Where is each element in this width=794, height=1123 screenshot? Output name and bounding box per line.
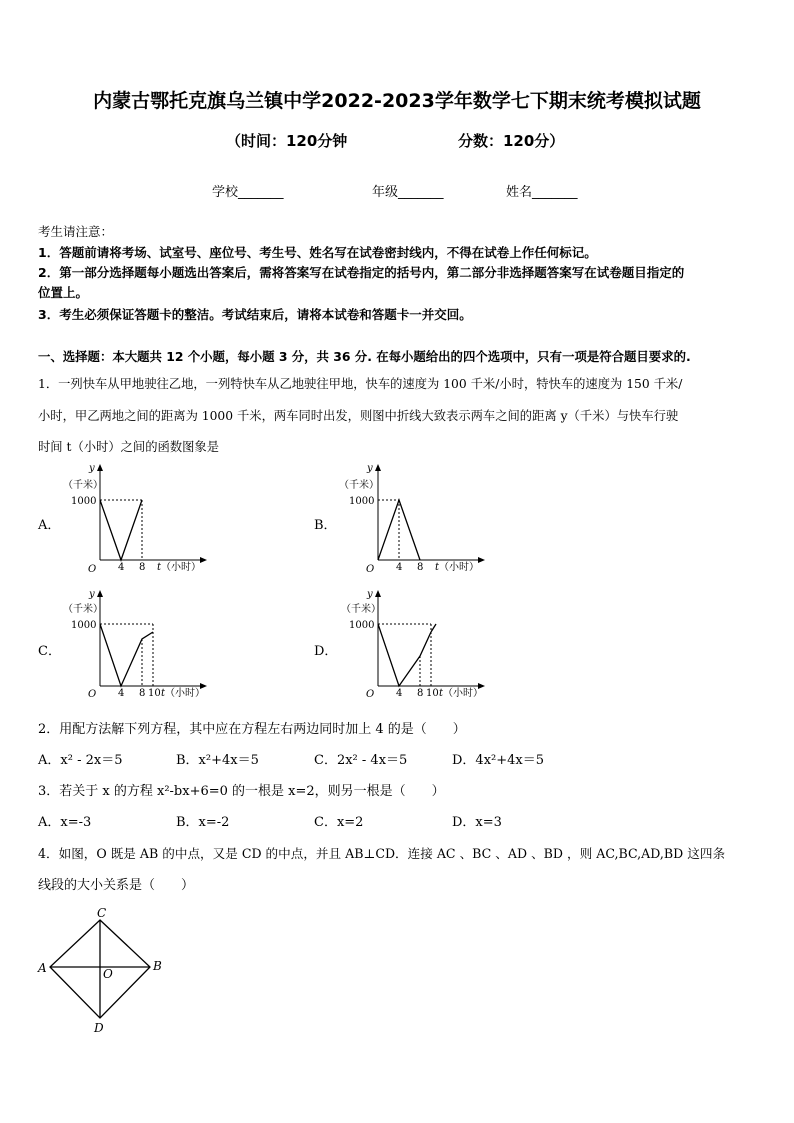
t-unit-label: （小时）	[443, 688, 483, 699]
origin-label: O	[366, 689, 375, 700]
notice-item: 位置上。	[38, 285, 89, 300]
origin-label: O	[88, 564, 97, 575]
question-4-line: 4．如图，O 既是 AB 的中点，又是 CD 的中点，并且 AB⊥CD．连接 AC 、BC 、AD 、BD ，则 AC,BC,AD,BD 这四条	[38, 846, 726, 861]
point-c-label: C	[97, 906, 107, 920]
t-axis-label: t	[157, 562, 162, 573]
y-tick-label: 1000	[71, 620, 97, 631]
school-field: 学校_______	[212, 185, 284, 200]
t-tick-label: 8	[417, 562, 424, 573]
q3-option-d: D．x=3	[452, 815, 502, 830]
question-1-line: 小时，甲乙两地之间的距离为 1000 千米，两车同时出发，则图中折线大致表示两车之间的距离 y（千米）与快车行驶	[38, 409, 679, 423]
point-o-label: O	[103, 967, 113, 981]
graph-c	[55, 584, 215, 704]
option-d-label: D．	[314, 644, 338, 659]
t-tick-label: 8	[417, 688, 424, 699]
y-axis-label: y	[367, 589, 373, 600]
unit-label: （千米）	[63, 480, 103, 491]
section-heading: 一、选择题：本大题共 12 个小题，每小题 3 分，共 36 分. 在每小题给出的四个选项中，只有一项是符合题目要求的.	[38, 349, 691, 364]
question-4-line: 线段的大小关系是（ ）	[38, 878, 195, 893]
t-unit-label: （小时）	[165, 688, 205, 699]
name-field: 姓名_______	[506, 185, 578, 200]
q2-option-d: D．4x²+4x＝5	[452, 753, 545, 768]
notice-item: 1．答题前请将考场、试室号、座位号、考生号、姓名写在试卷密封线内，不得在试卷上作任何标记。	[38, 245, 597, 260]
t-axis-label: t	[435, 562, 440, 573]
question-1-line: 时间 t（小时）之间的函数图象是	[38, 440, 220, 454]
exam-time: （时间：120分钟	[226, 132, 348, 150]
t-tick-label: 10	[426, 688, 439, 699]
point-b-label: B	[153, 959, 162, 973]
graph-d	[333, 584, 493, 704]
y-axis-label: y	[89, 589, 95, 600]
t-unit-label: （小时）	[161, 562, 201, 573]
unit-label: （千米）	[63, 604, 103, 615]
question-3-stem: 3．若关于 x 的方程 x²-bx+6=0 的一根是 x=2，则另一根是（ ）	[38, 784, 445, 799]
t-tick-label: 4	[118, 688, 125, 699]
origin-label: O	[88, 689, 97, 700]
origin-label: O	[366, 564, 375, 575]
t-tick-label: 4	[396, 562, 403, 573]
q3-option-b: B．x=-2	[176, 815, 230, 830]
y-axis-label: y	[367, 463, 373, 474]
page-title: 内蒙古鄂托克旗乌兰镇中学2022-2023学年数学七下期末统考模拟试题	[93, 90, 701, 112]
q2-option-c: C．2x² - 4x＝5	[314, 753, 408, 768]
option-c-label: C．	[38, 644, 61, 659]
t-tick-label: 8	[139, 688, 146, 699]
graph-a	[55, 458, 215, 578]
t-axis-label: t	[161, 688, 166, 699]
q2-option-b: B．x²+4x＝5	[176, 753, 259, 768]
t-tick-label: 8	[139, 562, 146, 573]
notice-heading: 考生请注意：	[38, 224, 114, 239]
y-tick-label: 1000	[71, 496, 97, 507]
rhombus-figure	[30, 900, 180, 1040]
question-1-line: 1．一列快车从甲地驶往乙地，一列特快车从乙地驶往甲地，快车的速度为 100 千米/小时，特快车的速度为 150 千米/	[38, 377, 683, 391]
q3-option-a: A．x=-3	[38, 815, 92, 830]
option-a-label: A．	[38, 518, 61, 533]
notice-item: 2．第一部分选择题每小题选出答案后，需将答案写在试卷指定的括号内，第二部分非选择题答案写在试卷题目指定的	[38, 265, 685, 280]
y-axis-label: y	[89, 463, 95, 474]
question-2-stem: 2．用配方法解下列方程，其中应在方程左右两边同时加上 4 的是（ ）	[38, 722, 466, 737]
point-a-label: A	[38, 961, 47, 975]
notice-item: 3．考生必须保证答题卡的整洁。考试结束后，请将本试卷和答题卡一并交回。	[38, 307, 472, 322]
t-axis-label: t	[439, 688, 444, 699]
t-tick-label: 10	[148, 688, 161, 699]
y-tick-label: 1000	[349, 620, 375, 631]
q2-option-a: A．x² - 2x＝5	[38, 753, 123, 768]
option-b-label: B．	[314, 518, 337, 533]
grade-field: 年级_______	[372, 185, 444, 200]
point-d-label: D	[94, 1021, 104, 1035]
graph-b	[333, 458, 493, 578]
t-tick-label: 4	[118, 562, 125, 573]
unit-label: （千米）	[339, 480, 379, 491]
t-unit-label: （小时）	[439, 562, 479, 573]
t-tick-label: 4	[396, 688, 403, 699]
y-tick-label: 1000	[349, 496, 375, 507]
q3-option-c: C．x=2	[314, 815, 364, 830]
unit-label: （千米）	[341, 604, 381, 615]
exam-score: 分数：120分）	[458, 132, 565, 150]
